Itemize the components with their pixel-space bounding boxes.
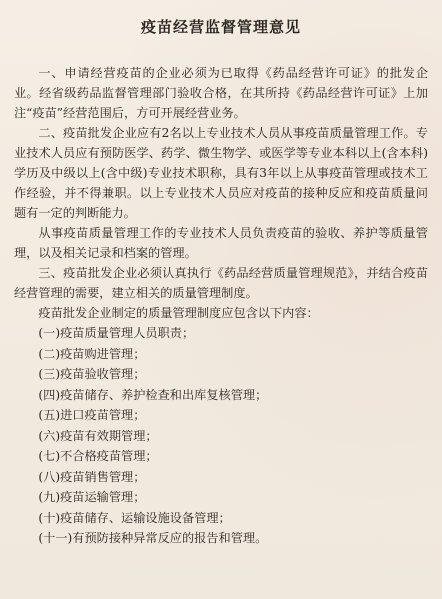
paragraph-1: 一、申请经营疫苗的企业必须为已取得《药品经营许可证》的批发企业。经省级药品监督管理部门验收合格，在其所持《药品经营许可证》上加注“疫苗”经营范围后，方可开展经营业务。 — [14, 66, 428, 120]
requirement-list — [14, 323, 428, 549]
paragraph-3: 从事疫苗质量管理工作的专业技术人员负责疫苗的验收、养护等质量管理，以及相关记录和档案的管理。 — [14, 226, 428, 260]
list-item: (八)疫苗销售管理； — [38, 469, 146, 484]
list-item: (十)疫苗储存、运输设施设备管理； — [38, 510, 231, 525]
list-item: (三)疫苗验收管理； — [38, 367, 146, 381]
list-item: (二)疫苗购进管理； — [38, 346, 146, 361]
document-title: 疫苗经营监督管理意见 — [140, 18, 301, 36]
list-item: (六)疫苗有效期管理； — [38, 428, 158, 443]
list-item: (五)进口疫苗管理； — [38, 408, 146, 422]
body-text — [14, 63, 428, 323]
list-item: (七)不合格疫苗管理； — [38, 449, 158, 463]
list-item: (九)疫苗运输管理； — [38, 490, 146, 504]
list-item: (一)疫苗质量管理人员职责； — [38, 326, 195, 340]
paragraph-5: 疫苗批发企业制定的质量管理制度应包含以下内容： — [38, 306, 319, 320]
list-item: (十一)有预防接种异常反应的报告和管理。 — [38, 531, 268, 545]
list-item: (四)疫苗储存、养护检查和出库复核管理； — [38, 387, 268, 402]
paragraph-4: 三、疫苗批发企业必须认真执行《药品经营质量管理规范》，并结合疫苗经营管理的需要，建立相关的质量管理制度。 — [14, 266, 428, 300]
paragraph-2: 二、疫苗批发企业应有2名以上专业技术人员从事疫苗质量管理工作。专业技术人员应有预防医学、药学、微生物学、或医学等专业本科以上(含本科)学历及中级以上(含中级)专业技术职称，具有3年以上从事疫苗管理或技术工作经验，并不得兼职。以上专业技术人员应对疫苗的接种反应和疫苗质量问题有一定的判断能力。 — [14, 126, 428, 220]
